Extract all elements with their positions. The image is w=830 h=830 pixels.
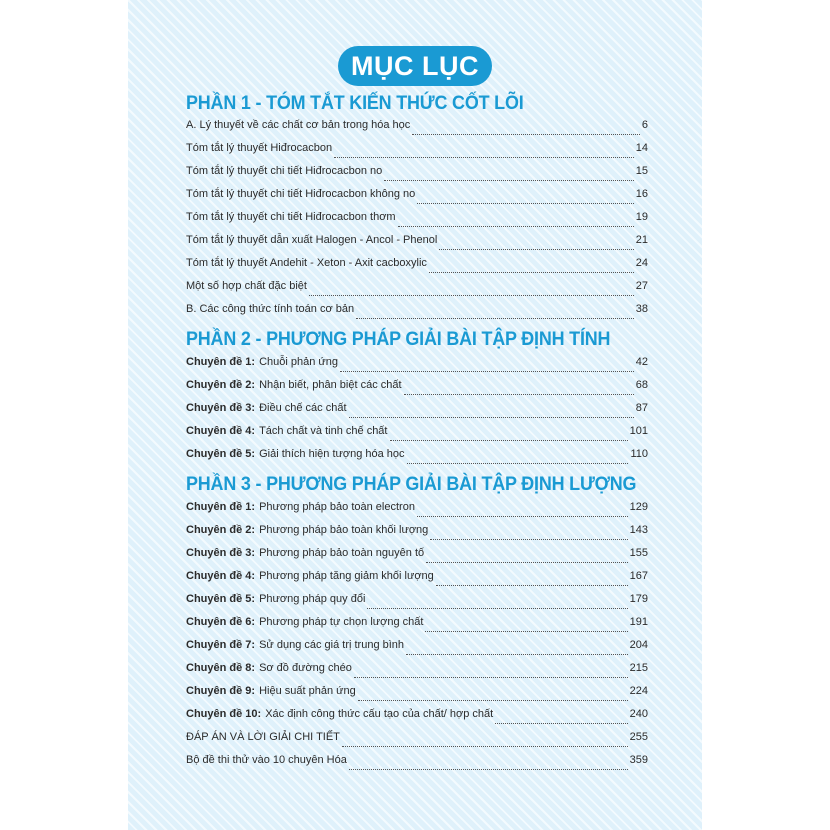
entry-label: Chuỗi phản ứng (259, 356, 339, 368)
entry-page: 191 (629, 616, 648, 628)
dot-leader (384, 171, 633, 181)
entry-prefix: Chuyên đề 5: (186, 593, 256, 605)
toc-entry[interactable] (186, 616, 648, 634)
toc-entry[interactable] (186, 708, 648, 726)
entry-label: Điều chế các chất (259, 402, 347, 414)
toc-entry[interactable] (186, 501, 648, 519)
entry-prefix: Chuyên đề 2: (186, 524, 256, 536)
toc-entry[interactable] (186, 379, 648, 397)
toc-entry[interactable] (186, 731, 648, 749)
entry-label: Tóm tắt lý thuyết chi tiết Hiđrocacbon no (186, 165, 383, 177)
section-heading-part-1: PHẦN 1 - TÓM TẮT KIẾN THỨC CỐT LÕI (186, 92, 524, 114)
dot-leader (358, 691, 628, 701)
entry-label: Một số hợp chất đặc biệt (186, 280, 307, 292)
toc-entry[interactable] (186, 356, 648, 374)
toc-entry[interactable] (186, 639, 648, 657)
toc-entry[interactable] (186, 211, 648, 229)
entry-prefix: Chuyên đề 1: (186, 356, 256, 368)
entry-label: A. Lý thuyết về các chất cơ bản trong hóa học (186, 119, 411, 131)
entry-page: 240 (629, 708, 648, 720)
entry-page: 15 (635, 165, 648, 177)
dot-leader (340, 362, 634, 372)
dot-leader (367, 599, 627, 609)
toc-entry[interactable] (186, 754, 648, 772)
entry-prefix: Chuyên đề 4: (186, 570, 256, 582)
entry-prefix: Chuyên đề 3: (186, 402, 256, 414)
toc-entry[interactable] (186, 257, 648, 275)
entry-label: Nhận biết, phân biệt các chất (259, 379, 402, 391)
dot-leader (349, 760, 628, 770)
entry-page: 21 (635, 234, 648, 246)
entry-page: 6 (641, 119, 648, 131)
toc-entry[interactable] (186, 425, 648, 443)
entry-page: 143 (629, 524, 648, 536)
entry-page: 255 (629, 731, 648, 743)
entry-label: Phương pháp quy đổi (259, 593, 366, 605)
toc-title-badge (338, 46, 492, 86)
toc-page (128, 0, 702, 830)
entry-page: 155 (629, 547, 648, 559)
entry-page: 129 (629, 501, 648, 513)
entry-label: Sơ đồ đường chéo (259, 662, 352, 674)
dot-leader (390, 431, 628, 441)
toc-entry[interactable] (186, 303, 648, 321)
entry-page: 204 (629, 639, 648, 651)
dot-leader (407, 454, 629, 464)
entry-label: Hiệu suất phản ứng (259, 685, 356, 697)
dot-leader (436, 576, 628, 586)
entry-prefix: Chuyên đề 1: (186, 501, 256, 513)
entry-label: Giải thích hiện tượng hóa học (259, 448, 405, 460)
entry-prefix: Chuyên đề 2: (186, 379, 256, 391)
dot-leader (412, 125, 640, 135)
dot-leader (354, 668, 628, 678)
section-heading-part-3: PHẦN 3 - PHƯƠNG PHÁP GIẢI BÀI TẬP ĐỊNH LƯỢNG (186, 473, 637, 495)
toc-entry[interactable] (186, 402, 648, 420)
entry-label: B. Các công thức tính toán cơ bản (186, 303, 355, 315)
dot-leader (334, 148, 634, 158)
dot-leader (406, 645, 628, 655)
toc-entry[interactable] (186, 188, 648, 206)
entry-page: 179 (629, 593, 648, 605)
entry-label: Tóm tắt lý thuyết Andehit - Xeton - Axit cacboxylic (186, 257, 427, 269)
entry-page: 224 (629, 685, 648, 697)
toc-entry[interactable] (186, 662, 648, 680)
entry-label: Phương pháp tự chọn lượng chất (259, 616, 424, 628)
dot-leader (417, 194, 633, 204)
entry-prefix: Chuyên đề 4: (186, 425, 256, 437)
toc-title: MỤC LỤC (351, 50, 479, 81)
entry-page: 16 (635, 188, 648, 200)
toc-entry[interactable] (186, 524, 648, 542)
entry-page: 101 (629, 425, 648, 437)
toc-entry[interactable] (186, 570, 648, 588)
entry-prefix: Chuyên đề 6: (186, 616, 256, 628)
entry-page: 359 (629, 754, 648, 766)
entry-label: Tóm tắt lý thuyết chi tiết Hiđrocacbon không no (186, 188, 416, 200)
entry-label: Xác định công thức cấu tạo của chất/ hợp chất (265, 708, 494, 720)
toc-entry[interactable] (186, 685, 648, 703)
entry-label: Phương pháp tăng giảm khối lượng (259, 570, 434, 582)
dot-leader (439, 240, 633, 250)
entry-prefix: Chuyên đề 5: (186, 448, 256, 460)
toc-entry[interactable] (186, 119, 648, 137)
entry-label: Tóm tắt lý thuyết Hiđrocacbon (186, 142, 333, 154)
toc-entry[interactable] (186, 142, 648, 160)
entry-prefix: Chuyên đề 7: (186, 639, 256, 651)
dot-leader (342, 737, 628, 747)
dot-leader (349, 408, 634, 418)
entry-page: 27 (635, 280, 648, 292)
entry-page: 42 (635, 356, 648, 368)
entry-label: ĐÁP ÁN VÀ LỜI GIẢI CHI TIẾT (186, 731, 340, 743)
toc-entry[interactable] (186, 165, 648, 183)
entry-label: Tách chất và tinh chế chất (259, 425, 388, 437)
entry-label: Sử dụng các giá trị trung bình (259, 639, 405, 651)
entry-page: 110 (630, 448, 648, 460)
entry-label: Phương pháp bảo toàn electron (259, 501, 415, 513)
section-heading-part-2: PHẦN 2 - PHƯƠNG PHÁP GIẢI BÀI TẬP ĐỊNH TÍNH (186, 328, 611, 350)
toc-entry[interactable] (186, 234, 648, 252)
dot-leader (495, 714, 627, 724)
toc-entry[interactable] (186, 547, 648, 565)
entry-page: 167 (629, 570, 648, 582)
toc-entry[interactable] (186, 593, 648, 611)
entry-prefix: Chuyên đề 3: (186, 547, 256, 559)
entry-prefix: Chuyên đề 9: (186, 685, 256, 697)
entry-label: Bộ đề thi thử vào 10 chuyên Hóa (186, 754, 347, 766)
entry-label: Phương pháp bảo toàn khối lượng (259, 524, 429, 536)
entry-label: Tóm tắt lý thuyết chi tiết Hiđrocacbon thơm (186, 211, 396, 223)
dot-leader (426, 553, 628, 563)
entry-page: 68 (635, 379, 648, 391)
toc-entry[interactable] (186, 280, 648, 298)
entry-prefix: Chuyên đề 8: (186, 662, 256, 674)
entry-label: Tóm tắt lý thuyết dẫn xuất Halogen - Ancol - Phenol (186, 234, 438, 246)
dot-leader (309, 286, 634, 296)
entry-page: 38 (635, 303, 648, 315)
dot-leader (425, 622, 627, 632)
dot-leader (404, 385, 634, 395)
entry-page: 215 (629, 662, 648, 674)
entry-page: 19 (635, 211, 648, 223)
entry-page: 87 (635, 402, 648, 414)
dot-leader (430, 530, 627, 540)
dot-leader (398, 217, 634, 227)
entry-label: Phương pháp bảo toàn nguyên tố (259, 547, 425, 559)
entry-prefix: Chuyên đề 10: (186, 708, 262, 720)
entry-page: 24 (635, 257, 648, 269)
toc-entry[interactable] (186, 448, 648, 466)
dot-leader (356, 309, 634, 319)
dot-leader (417, 507, 628, 517)
entry-page: 14 (635, 142, 648, 154)
dot-leader (429, 263, 634, 273)
